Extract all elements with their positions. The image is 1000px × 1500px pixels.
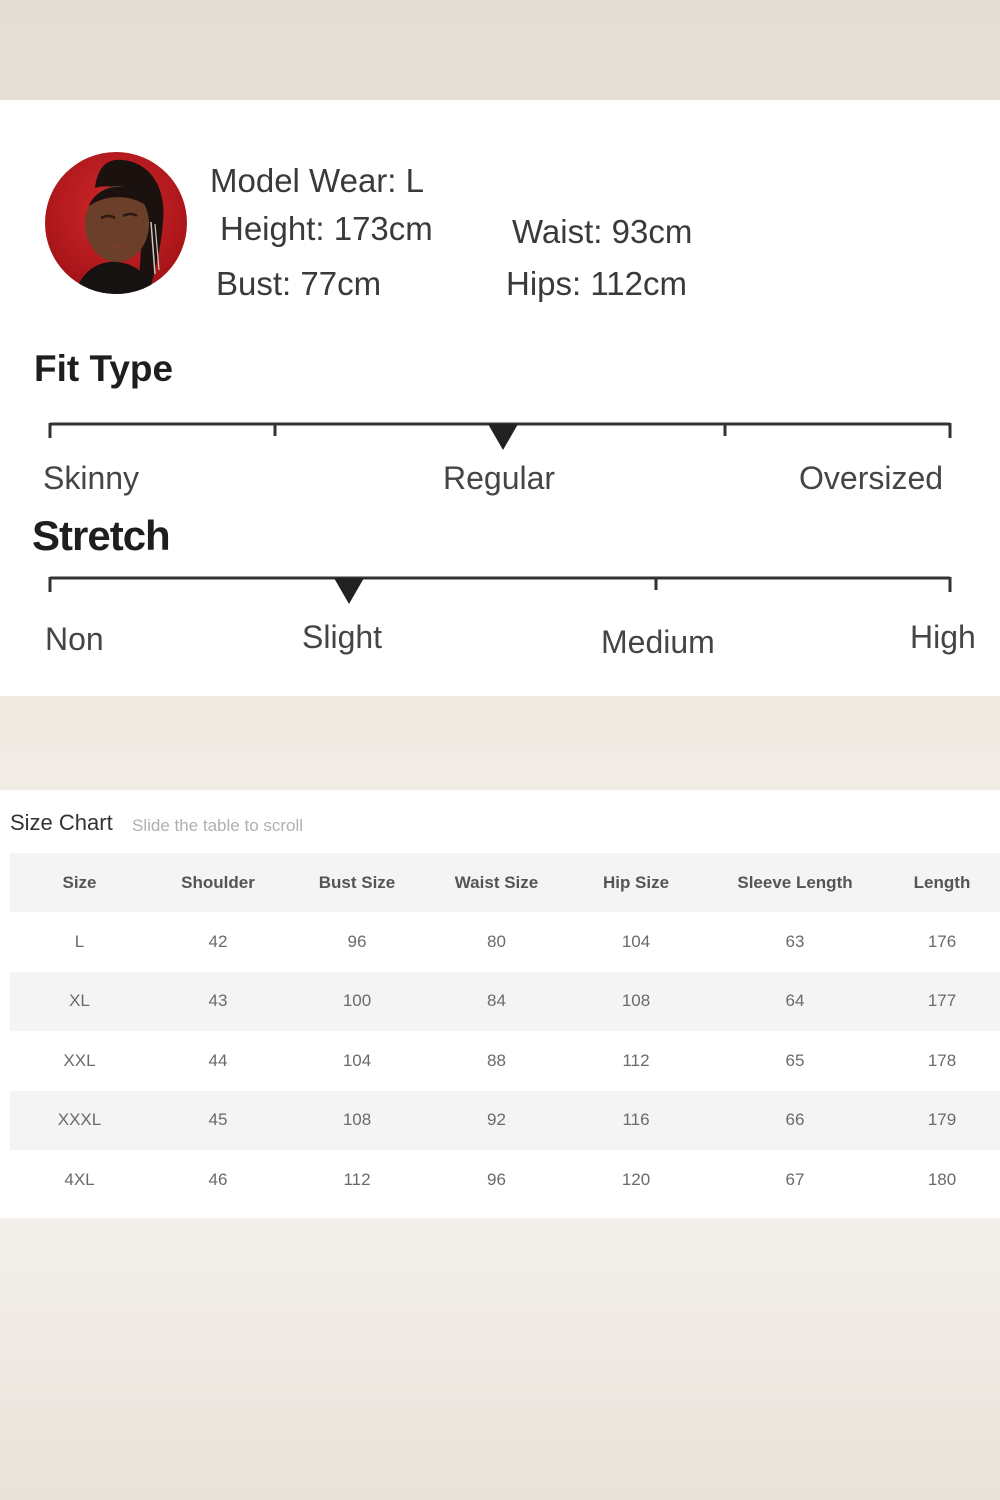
header-waist-size: Waist Size (427, 853, 566, 912)
fit-label-oversized: Oversized (799, 460, 944, 496)
table-header-row (10, 853, 1000, 912)
cell-waist: 96 (487, 1169, 506, 1189)
cell-size: XL (10, 972, 149, 1032)
model-hips: Hips: 112cm (506, 265, 687, 302)
header-bust-size: Bust Size (287, 853, 427, 912)
cell-size: L (74, 931, 85, 951)
cell-shoulder: 43 (149, 972, 287, 1032)
cell-length: 178 (927, 1050, 957, 1070)
header-shoulder: Shoulder (149, 853, 287, 912)
table-row (10, 912, 1000, 972)
cell-size: XXXL (10, 1091, 149, 1151)
stretch-title: Stretch (32, 512, 170, 559)
cell-length: 176 (927, 931, 957, 951)
cell-hip: 108 (566, 972, 706, 1032)
model-avatar (45, 152, 187, 294)
fit-label-regular: Regular (443, 460, 556, 496)
cell-hip: 112 (622, 1050, 650, 1070)
cell-bust: 112 (343, 1169, 371, 1189)
cell-hip: 120 (621, 1169, 651, 1189)
cell-shoulder: 45 (149, 1091, 287, 1151)
table-row (10, 1091, 1000, 1151)
fit-type-marker-icon (488, 424, 518, 450)
cell-sleeve: 65 (785, 1050, 805, 1070)
fit-type-title: Fit Type (34, 348, 174, 389)
cell-sleeve: 64 (706, 972, 884, 1032)
model-wear: Model Wear: L (210, 162, 424, 199)
cell-waist: 88 (487, 1050, 506, 1070)
cell-size: XXL (63, 1050, 96, 1070)
cell-bust: 104 (342, 1050, 372, 1070)
cell-bust: 96 (347, 931, 367, 951)
stretch-label-non: Non (45, 621, 104, 657)
model-bust: Bust: 77cm (216, 265, 382, 302)
stretch-label-high: High (910, 619, 976, 655)
table-row (10, 1150, 1000, 1210)
size-chart-title: Size Chart (10, 810, 113, 835)
cell-size: 4XL (64, 1169, 95, 1189)
cell-length: 177 (884, 972, 1000, 1032)
cell-shoulder: 42 (208, 931, 228, 951)
cell-hip: 116 (566, 1091, 706, 1151)
cell-waist: 92 (427, 1091, 566, 1151)
cell-length: 180 (927, 1169, 957, 1189)
cell-length: 179 (884, 1091, 1000, 1151)
cell-bust: 108 (287, 1091, 427, 1151)
cell-sleeve: 67 (785, 1169, 805, 1189)
cell-waist: 80 (487, 931, 506, 951)
cell-bust: 100 (287, 972, 427, 1032)
size-chart-table[interactable] (10, 853, 1000, 1210)
cell-shoulder: 44 (208, 1050, 228, 1070)
cell-waist: 84 (427, 972, 566, 1032)
header-hip-size: Hip Size (566, 853, 706, 912)
stretch-label-slight: Slight (302, 619, 383, 655)
fit-type-scale (0, 410, 1000, 455)
cell-shoulder: 46 (208, 1169, 228, 1189)
table-row (10, 972, 1000, 1032)
header-size: Size (10, 853, 149, 912)
stretch-label-medium: Medium (601, 624, 715, 660)
cell-sleeve: 63 (785, 931, 805, 951)
header-length: Length (884, 853, 1000, 912)
cell-hip: 104 (621, 931, 651, 951)
model-waist: Waist: 93cm (512, 213, 693, 250)
table-row (10, 1031, 1000, 1091)
header-sleeve-length: Sleeve Length (706, 853, 884, 912)
cell-sleeve: 66 (706, 1091, 884, 1151)
stretch-scale (0, 566, 1000, 611)
stretch-marker-icon (334, 578, 364, 604)
size-chart-hint: Slide the table to scroll (132, 816, 304, 835)
model-height: Height: 173cm (220, 210, 433, 247)
fit-label-skinny: Skinny (43, 460, 140, 496)
